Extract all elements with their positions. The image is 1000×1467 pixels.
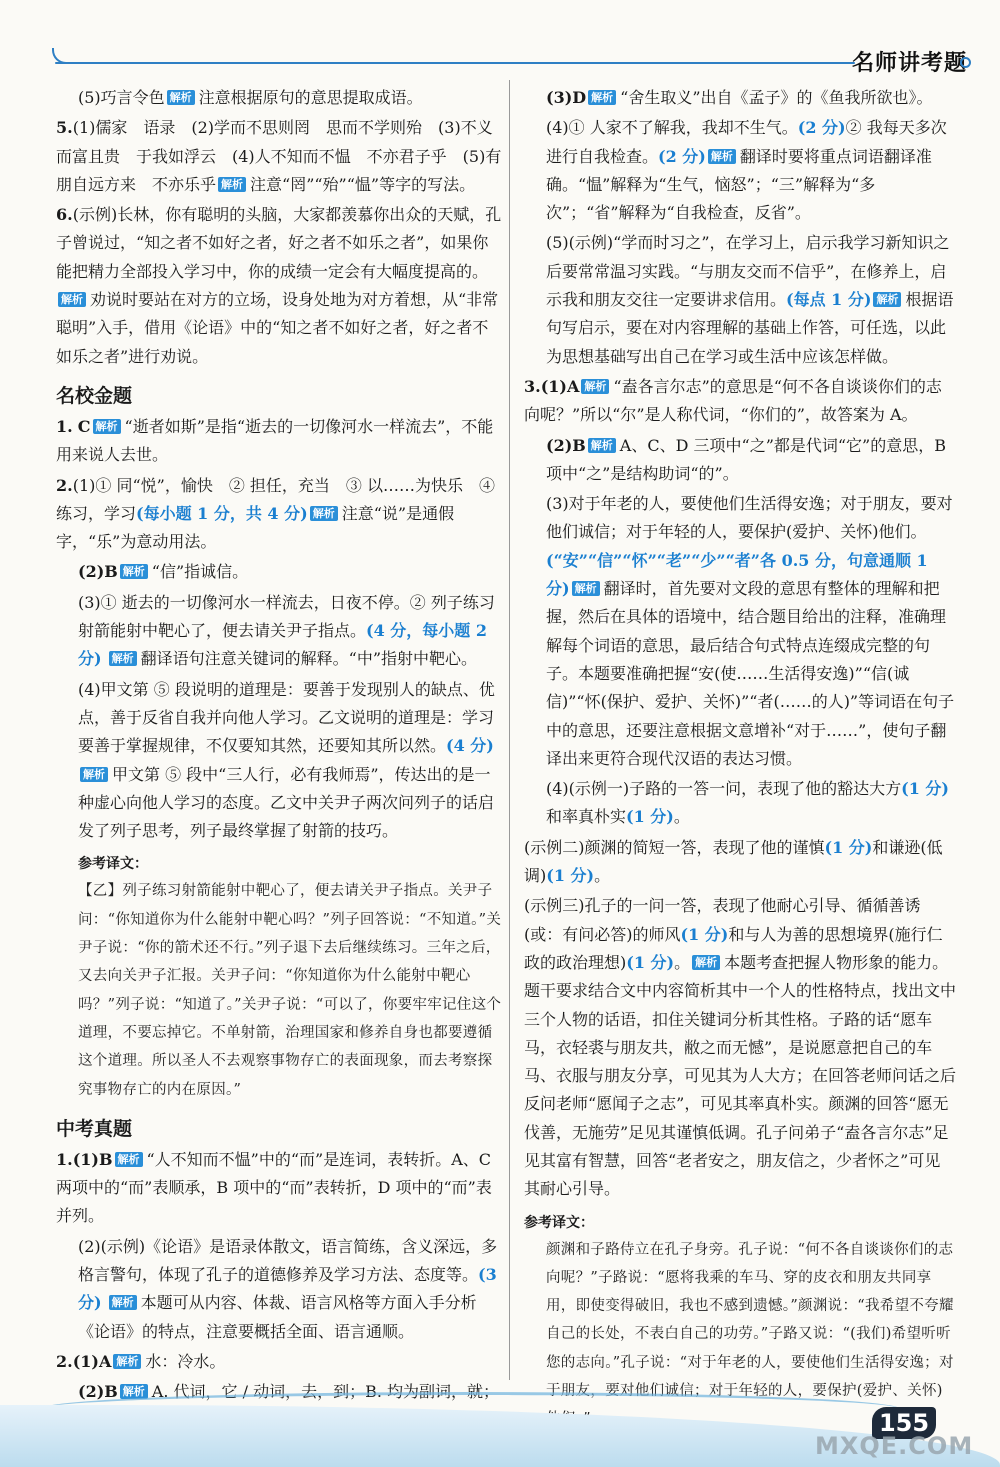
question-1: 1. C 解析 “逝者如斯”是指“逝去的一切像河水一样流去”，不能用来说人去世。 bbox=[56, 416, 494, 465]
reference-translation: 颜渊和子路侍立在孔子身旁。孔子说：“何不各自谈谈你们的志向呢？”子路说：“愿将我乘的车马、穿的皮衣和朋友共同享用，即使变得破旧，我也不感到遗憾。”颜渊说：“我希望不夸耀自己的长处，不表白自己的功劳。”子路又说：“(我们)希望听听您的志向。”孔子说：“对于年老的人，要使他们生活得安逸；对于朋友，要对他们诚信；对于年轻的人，要保护(爱护、关怀) bbox=[546, 1241, 954, 1400]
question-6: 6.(示例)长林，你有聪明的头脑，大家都羡慕你出众的天赋，孔子曾说过，“知之者不如好之者，好之者不如乐之者”，如果你能把精力全部投入学习中，你的成绩一定会有大幅度提高的。 解析 劝说时要站在对方的立场，设身处地为对方着想，从“非常聪明”入手，借用《论语》中的“知之者不如好之者，好之者不如乐之者”进行劝说。 bbox=[56, 205, 502, 366]
answer-item: (2)B 解析 “信”指诚信。 bbox=[78, 562, 249, 582]
section-title: 中考真题 bbox=[56, 1117, 133, 1140]
analysis-tag-icon: 解析 bbox=[58, 292, 86, 307]
answer-item: (2)(示例)《论语》是语录体散文，语言简练，含义深远，多格言警句，体现了孔子的道德修养及学习方法、态度等。(3 分) 解析 本题可从内容、体裁、语言风格等方面入手分析《论语》的特点，注意要概括全面、语言通顺。 bbox=[78, 1236, 498, 1341]
question-1: 1.(1)B 解析 “人不知而不愠”中的“而”是连词，表转折。A、C 两项中的“而”表顺承，B 项中的“而”表转折，D 项中的“而”表并列。 bbox=[56, 1149, 492, 1226]
analysis-tag-icon: 解析 bbox=[120, 1384, 148, 1399]
analysis-tag-icon: 解析 bbox=[310, 506, 338, 521]
reference-translation: 【乙】列子练习射箭能射中靶心了，便去请关尹子指点。关尹子问：“你知道你为什么能射中靶心吗？”列子回答说：“不知道。”关尹子说：“你的箭术还不行。”列子退下去后继续练习。三年之后，又去向关尹子汇报。关尹子问：“你知道你为什么能射中靶心吗？”列子说：“知道了。”关尹子说：“可以了，你要牢牢记住这个道理，不要忘掉它。不单射箭，治理国家和修养自身也都要遵循这个道理。所以圣人不去观察事物存亡的表面现象，而去考察探究事物存亡的内在原因。” bbox=[78, 883, 502, 1098]
analysis-tag-icon: 解析 bbox=[109, 651, 137, 666]
analysis-tag-icon: 解析 bbox=[113, 1354, 141, 1369]
column-divider bbox=[509, 80, 510, 1380]
analysis-tag-icon: 解析 bbox=[572, 581, 600, 596]
right-column bbox=[524, 84, 956, 1434]
section-title: 名校金题 bbox=[56, 384, 133, 407]
question-5: 5.(1)儒家 语录 (2)学而不思则罔 思而不学则殆 (3)不义而富且贵 于我如浮云 (4)人不知而不愠 不亦君子乎 (5)有朋自远方来 不亦乐乎 解析 注意“罔”“殆”“愠”等字的写法。 bbox=[56, 118, 502, 194]
analysis-tag-icon: 解析 bbox=[588, 90, 616, 105]
question-3: 3.(1)A 解析 “盍各言尔志”的意思是“何不各自谈谈你们的志向呢？”所以“尔”是人称代词，“你们的”，故答案为 A。 bbox=[524, 376, 942, 425]
analysis-tag-icon: 解析 bbox=[93, 419, 121, 434]
answer-item: (3)D 解析 “舍生取义”出自《孟子》的《鱼我所欲也》。 bbox=[546, 88, 933, 107]
header-rule bbox=[55, 62, 855, 64]
analysis-tag-icon: 解析 bbox=[708, 149, 736, 164]
question-2: 2.(1)A 解析 水：冷水。 bbox=[56, 1351, 226, 1371]
page-number: 155 bbox=[872, 1407, 936, 1439]
header-title: 名师讲考题 bbox=[852, 51, 968, 76]
answer-item: (3)① 逝去的一切像河水一样流去，日夜不停。② 列子练习射箭能射中靶心了，便去请关尹子指点。(4 分，每小题 2 分) 解析 翻译语句注意关键词的解释。“中”指射中靶心。 bbox=[78, 592, 495, 669]
answer-item: (示例二)颜渊的简短一答，表现了他的谨慎(1 分)和谦逊(低调)(1 分)。 bbox=[524, 837, 943, 886]
header-dot-icon bbox=[960, 57, 971, 68]
analysis-tag-icon: 解析 bbox=[120, 564, 148, 579]
analysis-tag-icon: 解析 bbox=[692, 955, 720, 970]
answer-item: (示例三)孔子的一问一答，表现了他耐心引导、循循善诱(或：有问必答)的师风(1 分)和与人为善的思想境界(施行仁政的政治理想)(1 分)。 解析 本题考查把握人物形象的能力。题干要求结合文中内容简析其中一个人的性格特点，找出文中三个人物的话语，扣住关键词分析其性格。子路的话“愿车马，衣轻裘与朋友共，敝之而无憾”，是说愿意把自己的车马、衣服与朋友分享，可见其为人大方；在回答老师问话之后反问老师“愿闻子之志”，可见其率真朴实。颜渊的回答“愿无伐善，无施劳”足见其谨慎低调。孔子问弟子“盍各言尔志”足见其富有智慧，回答“老者安之，朋友信之，少者怀之”可见其耐心引导。 bbox=[524, 896, 957, 1199]
analysis-tag-icon: 解析 bbox=[167, 90, 195, 105]
analysis-tag-icon: 解析 bbox=[581, 379, 609, 394]
analysis-tag-icon: 解析 bbox=[218, 177, 246, 192]
answer-item: (4)(示例一)子路的一答一问，表现了他的豁达大方(1 分)和率真朴实(1 分)。 bbox=[546, 779, 950, 827]
analysis-tag-icon: 解析 bbox=[109, 1295, 137, 1310]
analysis-tag-icon: 解析 bbox=[115, 1152, 143, 1167]
answer-item: (4)① 人家不了解我，我却不生气。(2 分)② 我每天多次进行自我检查。(2 分) 解析 翻译时要将重点词语翻译准确。“愠”解释为“生气，恼怒”；“三”解释为“多次”；“省”解释为“自我检查，反省”。 bbox=[546, 118, 947, 223]
reference-translation-label: 参考译文： bbox=[524, 1214, 594, 1231]
answer-item: (2)B 解析 A. 代词，它 / 动词，去，到；B. 均为副词，就； bbox=[78, 1382, 500, 1402]
answer-item: (3)对于年老的人，要使他们生活得安逸；对于朋友，要对他们诚信；对于年轻的人，要保护(爱护、关怀)他们。(“安”“信”“怀”“老”“少”“者”各 0.5 分，句意通顺 1 分) 解析 翻译时，首先要对文段的意思有整体的理解和把握，然后在具体的语境中，结合题目给出的注释，准确理解每个词语的意思，最后结合句式特点连缀成完整的句子。本题要准确把握“安(使……生活得安逸)”“信(诚信)”“怀(保护、爱护、关怀)”“者(……的人)”等词语在句子中的意思，还要注意根据文意增补“对于……”，使句子翻译出来更符合现代汉语的表达习惯。 bbox=[546, 494, 955, 768]
analysis-tag-icon: 解析 bbox=[588, 438, 616, 453]
answer-item: (4)甲文第 ⑤ 段说明的道理是：要善于发现别人的缺点、优点，善于反省自我并向他人学习。乙文说明的道理是：学习要善于掌握规律，不仅要知其然，还要知其所以然。(4 分) 解析 甲文第 ⑤ 段中“三人行，必有我师焉”，传达出的是一种虚心向他人学习的态度。乙文中关尹子两次问列子的话启发了列子思考，列子最终掌握了射箭的技巧。 bbox=[78, 679, 495, 841]
answer-item: (2)B 解析 A、C、D 三项中“之”都是代词“它”的意思，B 项中“之”是结构助词“的”。 bbox=[546, 435, 946, 483]
reference-translation-label: 参考译文： bbox=[78, 856, 148, 873]
left-column bbox=[56, 84, 502, 1465]
watermark: MXQE.COM bbox=[815, 1432, 974, 1460]
question-2: 2.(1)① 同“悦”，愉快 ② 担任，充当 ③ 以……为快乐 ④ 练习，学习(每小题 1 分，共 4 分) 解析 注意“说”是通假字，“乐”为意动用法。 bbox=[56, 475, 495, 552]
answer-item: (5)(示例)“学而时习之”，在学习上，启示我学习新知识之后要常常温习实践。“与朋友交而不信乎”，在修养上，启示我和朋友交往一定要讲求信用。(每点 1 分) 解析 根据语句写启示，要在对内容理解的基础上作答，可任选，以此为思想基础写出自己在学习或生活中应该怎样做。 bbox=[546, 233, 954, 366]
answer-item: (5)巧言令色 解析 注意根据原句的意思提取成语。 bbox=[78, 88, 423, 107]
analysis-tag-icon: 解析 bbox=[80, 767, 108, 782]
analysis-tag-icon: 解析 bbox=[873, 292, 901, 307]
